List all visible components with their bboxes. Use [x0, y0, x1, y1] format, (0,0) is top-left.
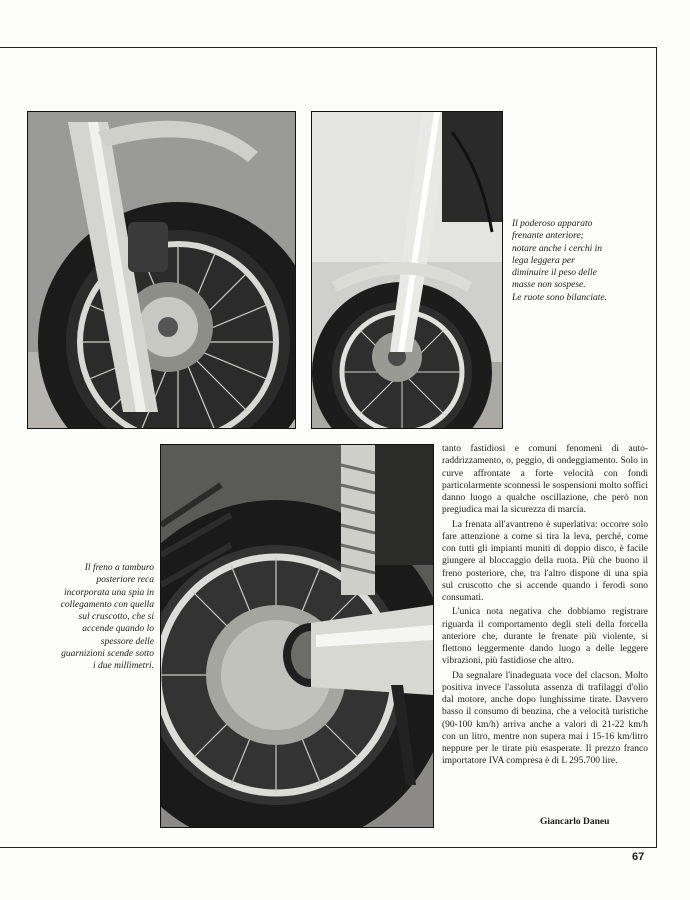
photo-front-wheel-closeup	[27, 111, 296, 429]
page-frame-top-rule	[0, 47, 657, 48]
article-paragraph: tanto fastidiosi e comuni fenomeni di auto-raddrizzamento, o, peggio, di ondeggiamento. Solo in curve affrontate a forte velocità con fondi particolarmente sconnessi le sospensioni molto soffici danno luogo a qualche oscillazione, che però non pregiudica mai la sicurezza di marcia.	[442, 444, 648, 516]
article-body	[442, 443, 648, 770]
rear-drum-brake-image	[161, 445, 433, 827]
photo-rear-drum-brake	[160, 444, 434, 828]
photo-front-brake	[311, 111, 503, 429]
article-author: Giancarlo Daneu	[540, 817, 610, 827]
article-paragraph: La frenata all'avantreno è superlativa: occorre solo fare attenzione a come si tira la leva, perché, come con tutti gli impianti muniti di doppio disco, è facile giungere al bloccaggio della ruota. Più che buono il freno posteriore, che, tra l'altro dispone di una spia sul cruscotto che si accende quando i ferodi sono consumati.	[442, 519, 648, 603]
page-frame-bottom-rule	[0, 847, 657, 848]
caption-front-brake: Il poderoso apparato frenante anteriore; notare anche i cerchi in lega leggera per diminuire il peso delle masse non sospese. Le ruote sono bilanciate.	[512, 219, 607, 303]
article-paragraph: L'unica nota negativa che dobbiamo registrare riguarda il comportamento degli steli della forcella anteriore che, durante le frenate più violente, si flettono leggermente dando luogo a delle leggere vibrazioni, più fastidiose che altro.	[442, 607, 648, 667]
front-brake-image	[312, 112, 502, 428]
article-paragraph: Da segnalare l'inadeguata voce del clacson. Molto positiva invece l'assoluta assenza di trafilaggi d'olio dal motore, anche dopo lunghissime tirate. Davvero basso il consumo di benzina, che a velocità turistiche (90-100 km/h) arriva anche a valori di 21-22 km/h con un litro, mentre non supera mai i 15-16 km/litro neppure per le tirate più esasperate. Il prezzo franco importatore IVA compresa è di L 295.700 lire.	[442, 670, 648, 767]
page-frame-right-rule	[656, 47, 657, 847]
page-number: 67	[632, 851, 645, 863]
front-wheel-closeup-image	[28, 112, 295, 428]
caption-rear-drum-brake: Il freno a tamburo posteriore reca incorporata una spia in collegamento con quella sul cruscotto, che si accende quando lo spessore delle guarnizioni scende sotto i due millimetri.	[60, 563, 154, 672]
